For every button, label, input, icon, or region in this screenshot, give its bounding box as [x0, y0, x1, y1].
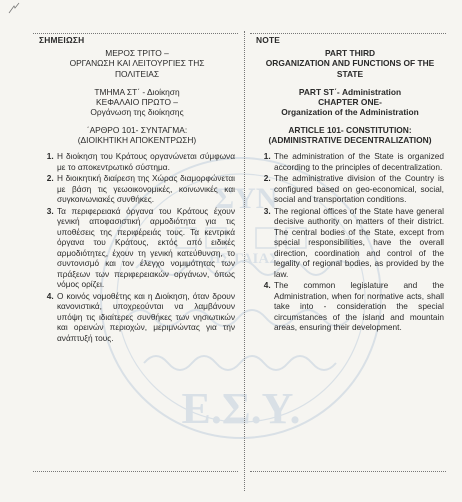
part-title: ΜΕΡΟΣ ΤΡΙΤΟ – ΟΡΓΑΝΩΣΗ ΚΑΙ ΛΕΙΤΟΥΡΓΙΕΣ ΤΗΣ ΠΟΛΙΤΕΙΑΣ — [69, 48, 205, 79]
english-column — [250, 31, 446, 491]
part-title: PART THIRD ORGANIZATION AND FUNCTIONS OF THE STATE — [265, 48, 435, 79]
paragraph: 1. Η διοίκηση του Κράτους οργανώνεται σύμφωνα με το αποκεντρωτικό σύστημα. — [56, 151, 235, 172]
paragraph: 2. Η διοικητική διαίρεση της Χώρας διαμορφώνεται με βάση τις γεωοικονομικές, κοινωνικές και συγκοινωνιακές συνθήκες. — [56, 173, 235, 205]
bottom-rule-right — [250, 471, 446, 472]
article-paragraphs — [39, 151, 235, 343]
paragraph: 4. The common legislature and the Administration, when for normative acts, shall take into - consideration the special circumstances of the island and mountain areas, ensuring their development. — [273, 280, 444, 333]
greek-column — [33, 31, 238, 491]
bottom-rule-left — [33, 471, 238, 472]
column-divider — [244, 31, 245, 491]
paragraph: 2. The administrative division of the Country is configured based on geo-economical, social, social and transportation conditions. — [273, 173, 444, 205]
svg-text:Ε.Σ.Υ.: Ε.Σ.Υ. — [181, 384, 301, 433]
svg-text:ΗΣ ΓΑΙΑΣ: ΗΣ ΓΑΙΑΣ — [208, 251, 280, 267]
paragraph: 3. The regional offices of the State have general decisive authority on matters of their district. The central bodies of the State, except from special responsibilities, have the overall direction, coordination and control of the legality of regional bodies, as provided by the law. — [273, 206, 444, 280]
pen-mark — [8, 2, 22, 14]
note-label: NOTE — [256, 35, 281, 45]
section-title: PART ST΄- Administration CHAPTER ONE- Organization of the Administration — [281, 86, 419, 118]
paragraph: 1. The administration of the State is organized according to the principles of decentralization. — [273, 151, 444, 172]
paragraph: 4. Ο κοινός νομοθέτης και η Διοίκηση, όταν δρουν κανονιστικά, υποχρεούνται να λαμβάνουν υπόψη τις ιδιαίτερες συνθήκες των νησιωτικών και ορεινών περιοχών, μεριμνώντας για την ανάπτυξή τους. — [56, 291, 235, 344]
article-title: ARTICLE 101- CONSTITUTION: (ADMINISTRATIVE DECENTRALIZATION) — [268, 124, 432, 146]
article-title: ΄ΑΡΘΡΟ 101- ΣΥΝΤΑΓΜΑ: (ΔΙΟΙΚΗΤΙΚΗ ΑΠΟΚΕΝΤΡΩΣΗ) — [77, 124, 197, 146]
article-paragraphs — [256, 151, 444, 333]
svg-text:ΣΥΝ: ΣΥΝ — [214, 182, 278, 215]
paragraph: 3. Τα περιφερειακά όργανα του Κράτους έχουν γενική αποφασιστική αρμοδιότητα για τις υποθέσεις της περιφέρειάς τους. Τα κεντρικά όργανα του Κράτους, εκτός από ειδικές αρμοδιότητες, έχουν τη γενική κατεύθυνση, το συντονισμό και τον έλεγχο νομιμότητας των πράξεων των περιφερειακών οργάνων, όπως νόμος ορίζει. — [56, 206, 235, 290]
section-title: ΤΜΗΜΑ ΣΤ΄ - Διοίκηση ΚΕΦΑΛΑΙΟ ΠΡΩΤΟ – Οργάνωση της διοίκησης — [90, 86, 184, 118]
note-label: ΣΗΜΕΙΩΣΗ — [39, 35, 85, 45]
